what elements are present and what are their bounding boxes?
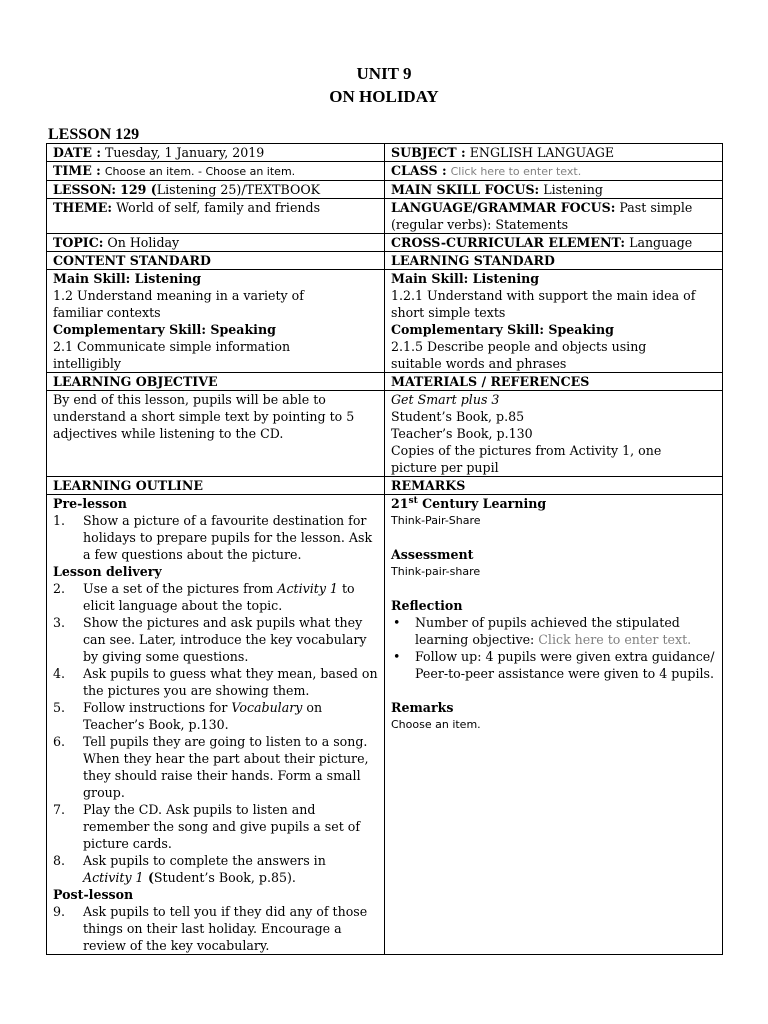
bullet-icon: • [393,649,401,664]
date-cell [47,144,385,162]
table-row [47,162,723,181]
list-item [53,801,378,852]
cs-main-line: familiar contexts [53,305,161,320]
main-focus-label: MAIN SKILL FOCUS: [391,182,540,197]
topic-label: TOPIC: [53,235,104,250]
content-standard-cell [47,270,385,373]
step-number: 6. [53,734,66,749]
step-text: Ask pupils to tell you if they did any of those things on their last holiday. Encourage a review of the key vocabulary. [83,904,368,953]
century-number: 21 [391,496,409,511]
lesson-value-bold: 129 ( [120,182,157,197]
class-label: CLASS : [391,163,447,178]
pre-lesson-steps [53,512,378,563]
reflection-text: Number of pupils achieved the stipulated learning objective: [415,615,680,647]
theme-cell [47,199,385,234]
time-label: TIME : [53,163,101,178]
step-number: 8. [53,853,66,868]
main-focus-value: Listening [543,182,603,197]
table-row [47,270,723,373]
step-text: Ask pupils to complete the answers in [83,853,326,868]
grammar-value: Past simple [619,200,693,215]
objective-line: adjectives while listening to the CD. [53,426,284,441]
class-cell [385,162,723,181]
grammar-label: LANGUAGE/GRAMMAR FOCUS: [391,200,616,215]
remarks-dropdown[interactable]: Choose an item. [391,718,481,731]
reflection-list [391,614,716,682]
table-row [47,495,723,955]
step-number: 1. [53,513,66,528]
century-text: Century Learning [417,496,547,511]
time-cell [47,162,385,181]
cs-comp-heading: Complementary Skill: Speaking [53,322,276,337]
step-text-italic: Activity 1 [83,870,144,885]
grammar-cell [385,199,723,234]
step-text: to elicit language about the topic. [83,581,355,613]
cs-comp-line: 2.1 Communicate simple information [53,339,291,354]
assessment-heading: Assessment [391,547,474,562]
objective-line: understand a short simple text by pointing to 5 [53,409,355,424]
date-value[interactable]: Tuesday, 1 January, 2019 [105,145,265,160]
subject-label: SUBJECT : [391,145,466,160]
cs-main-heading: Main Skill: Listening [53,271,202,286]
pre-lesson-heading: Pre-lesson [53,496,127,511]
cross-cell [385,234,723,252]
lesson-number: LESSON 129 [48,126,140,143]
delivery-steps [53,580,378,886]
cross-value: Language [629,235,693,250]
date-label: DATE : [53,145,102,160]
list-item [53,699,378,733]
ls-main-line: short simple texts [391,305,506,320]
grammar-value-cont: (regular verbs): Statements [391,217,569,232]
lesson-delivery-heading: Lesson delivery [53,564,162,579]
step-number: 9. [53,904,66,919]
table-row [47,199,723,234]
step-text: Play the CD. Ask pupils to listen and remember the song and give pupils a set of picture cards. [83,802,361,851]
list-item [391,648,716,682]
step-text: Follow instructions for [83,700,232,715]
theme-value: World of self, family and friends [116,200,321,215]
step-number: 4. [53,666,66,681]
table-row [47,234,723,252]
step-text: on Teacher’s Book, p.130. [83,700,323,732]
cs-comp-line: intelligibly [53,356,122,371]
ls-comp-line: suitable words and phrases [391,356,567,371]
subject-value: ENGLISH LANGUAGE [469,145,615,160]
step-text: Tell pupils they are going to listen to a song. When they hear the part about their picture, they should raise their hands. Form a small group. [83,734,369,800]
step-text-bold: ( [143,870,154,885]
step-number: 3. [53,615,66,630]
table-row [47,373,723,391]
list-item [53,852,378,886]
content-standard-heading: CONTENT STANDARD [47,252,385,270]
time-dropdown[interactable]: Choose an item. - Choose an item. [104,165,296,178]
learning-standard-heading: LEARNING STANDARD [385,252,723,270]
table-row [47,144,723,162]
century-learning-heading [391,495,716,512]
ls-main-heading: Main Skill: Listening [391,271,540,286]
list-item [53,614,378,665]
materials-copies: Copies of the pictures from Activity 1, one [391,443,662,458]
table-row [47,252,723,270]
lesson-cell [47,181,385,199]
bullet-icon: • [393,615,401,630]
post-lesson-heading: Post-lesson [53,887,134,902]
step-text-italic: Activity 1 [277,581,338,596]
century-suffix: st [408,495,418,506]
step-text: Ask pupils to guess what they mean, based on the pictures you are showing them. [83,666,378,698]
list-item [53,580,378,614]
class-input[interactable]: Click here to enter text. [450,165,582,178]
remarks-cell [385,495,723,955]
materials-copies-cont: picture per pupil [391,460,499,475]
lesson-plan-table [46,143,723,955]
topic-cell [47,234,385,252]
materials-sb: Student’s Book, p.85 [391,409,525,424]
ls-comp-line: 2.1.5 Describe people and objects using [391,339,647,354]
step-text: Student’s Book, p.85). [153,870,296,885]
table-row [47,477,723,495]
cs-main-line: 1.2 Understand meaning in a variety of [53,288,304,303]
step-number: 5. [53,700,66,715]
main-focus-cell [385,181,723,199]
subject-cell [385,144,723,162]
remarks-subheading: Remarks [391,700,454,715]
materials-cell [385,391,723,477]
objective-heading: LEARNING OBJECTIVE [47,373,385,391]
list-item [53,903,378,954]
step-text: Show the pictures and ask pupils what they can see. Later, introduce the key vocabulary by giving some questions. [83,615,367,664]
outline-heading: LEARNING OUTLINE [47,477,385,495]
objective-cell [47,391,385,477]
lesson-value: Listening 25)/TEXTBOOK [156,182,321,197]
reflection-heading: Reflection [391,598,463,613]
topic-value: On Holiday [107,235,180,250]
lesson-label: LESSON: [53,182,117,197]
assessment-value[interactable]: Think-pair-share [391,565,481,578]
remarks-heading: REMARKS [385,477,723,495]
materials-heading: MATERIALS / REFERENCES [385,373,723,391]
unit-title: UNIT 9 [356,64,412,83]
ls-comp-heading: Complementary Skill: Speaking [391,322,614,337]
materials-book: Get Smart plus 3 [391,392,500,407]
cross-label: CROSS-CURRICULAR ELEMENT: [391,235,626,250]
theme-label: THEME: [53,200,113,215]
outline-cell [47,495,385,955]
post-lesson-steps [53,903,378,954]
objective-line: By end of this lesson, pupils will be able to [53,392,326,407]
table-row [47,181,723,199]
list-item [391,614,716,648]
ls-main-line: 1.2.1 Understand with support the main idea of [391,288,696,303]
unit-topic: ON HOLIDAY [329,87,439,106]
list-item [53,665,378,699]
materials-tb: Teacher’s Book, p.130 [391,426,533,441]
list-item [53,512,378,563]
step-number: 7. [53,802,66,817]
reflection-text: Follow up: 4 pupils were given extra guidance/ Peer-to-peer assistance were given to 4 pupils. [415,649,715,681]
list-item [53,733,378,801]
table-row [47,391,723,477]
step-text: Use a set of the pictures from [83,581,278,596]
century-learning-value[interactable]: Think-Pair-Share [391,514,481,527]
step-text-italic: Vocabulary [231,700,303,715]
learning-standard-cell [385,270,723,373]
reflection-input[interactable]: Click here to enter text. [538,632,692,647]
step-number: 2. [53,581,66,596]
step-text: Show a picture of a favourite destination for holidays to prepare pupils for the lesson. Ask a few questions about the picture. [83,513,373,562]
